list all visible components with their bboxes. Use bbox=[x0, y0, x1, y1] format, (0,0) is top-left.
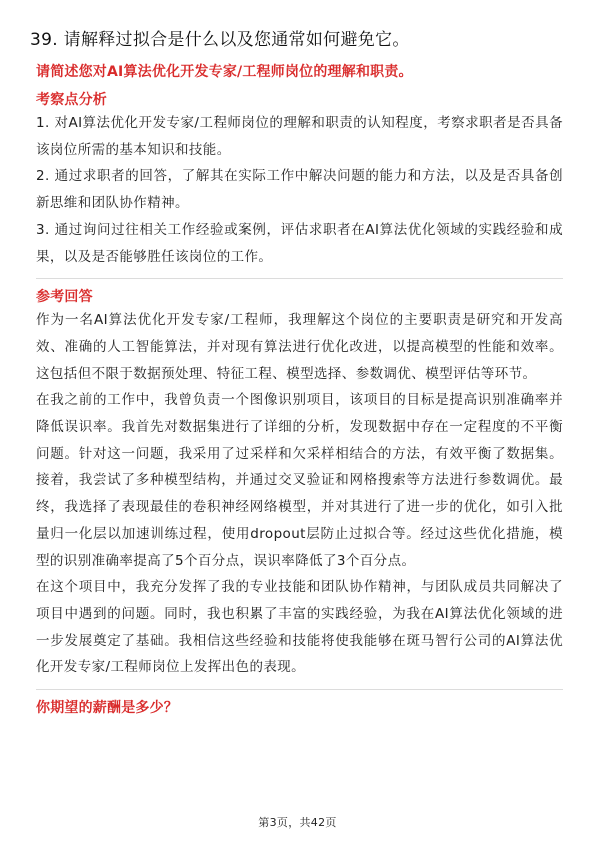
analysis-point: 1. 对AI算法优化开发专家/工程师岗位的理解和职责的认知程度，考察求职者是否具备该岗位所需的基本知识和技能。 bbox=[36, 115, 563, 158]
answer-paragraph: 在这个项目中，我充分发挥了我的专业技能和团队协作精神，与团队成员共同解决了项目中遇到的问题。同时，我也积累了丰富的实践经验，为我在AI算法优化领域的进一步发展奠定了基础。我相信这些经验和技能将使我能够在斑马智行公司的AI算法优化开发专家/工程师岗位上发挥出色的表现。 bbox=[36, 579, 563, 676]
next-question-heading: 你期望的薪酬是多少？ bbox=[36, 700, 178, 717]
content-body bbox=[36, 62, 563, 718]
page-number: 第3页，共42页 bbox=[258, 816, 337, 829]
analysis-point: 2. 通过求职者的回答，了解其在实际工作中解决问题的能力和方法，以及是否具备创新思维和团队协作精神。 bbox=[36, 168, 563, 212]
answer-paragraph: 作为一名AI算法优化开发专家/工程师，我理解这个岗位的主要职责是研究和开发高效、准确的人工智能算法，并对现有算法进行优化改进，以提高模型的性能和效率。这包括但不限于数据预处理、特征工程、模型选择、参数调优、模型评估等环节。 bbox=[36, 312, 563, 382]
section-divider bbox=[36, 689, 563, 690]
prompt-heading: 请简述您对AI算法优化开发专家/工程师岗位的理解和职责。 bbox=[36, 64, 413, 80]
question-title: 39. 请解释过拟合是什么以及您通常如何避免它。 bbox=[30, 30, 410, 50]
answer-paragraph: 在我之前的工作中，我曾负责一个图像识别项目，该项目的目标是提高识别准确率并降低误识率。我首先对数据集进行了详细的分析，发现数据中存在一定程度的不平衡问题。针对这一问题，我采用了过采样和欠采样相结合的方法，有效平衡了数据集。接着，我尝试了多种模型结构，并通过交叉验证和网格搜索等方法进行参数调优。最终，我选择了表现最佳的卷积神经网络模型，并对其进行了进一步的优化，如引入批量归一化层以加速训练过程，使用dropout层防止过拟合等。经过这些优化措施，模型的识别准确率提高了5个百分点，误识率降低了3个百分点。 bbox=[36, 392, 563, 569]
analysis-heading: 考察点分析 bbox=[36, 92, 107, 108]
analysis-point: 3. 通过询问过往相关工作经验或案例，评估求职者在AI算法优化领域的实践经验和成果，以及是否能够胜任该岗位的工作。 bbox=[36, 221, 563, 265]
answer-heading: 参考回答 bbox=[36, 289, 93, 306]
section-divider bbox=[36, 278, 563, 279]
